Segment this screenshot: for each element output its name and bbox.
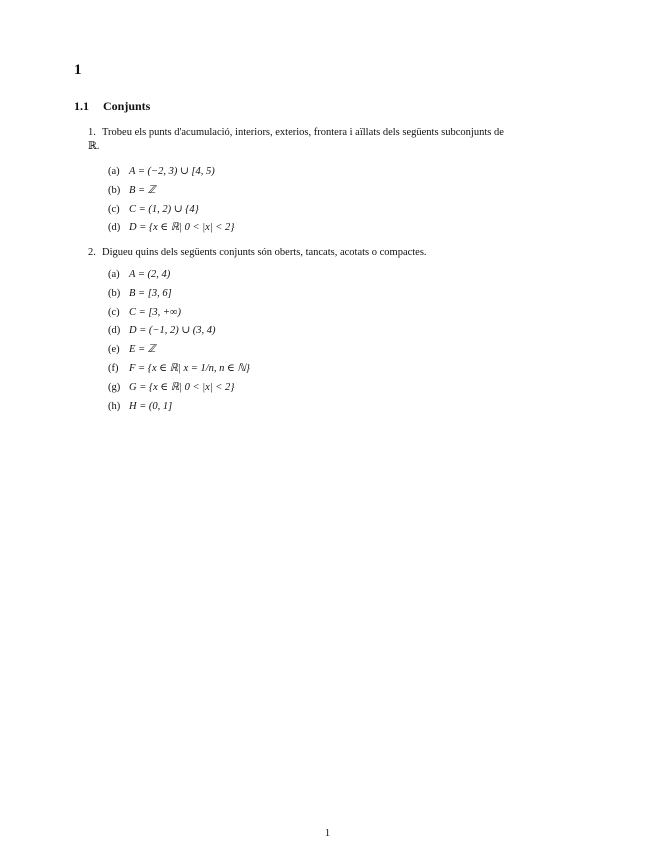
list-item <box>108 360 250 379</box>
problem-2-items <box>108 266 250 416</box>
item-math: E = ℤ <box>129 344 156 356</box>
list-item <box>108 398 250 417</box>
item-label: (g) <box>108 381 121 393</box>
item-math: F = {x ∈ ℝ| x = 1/n, n ∈ ℕ} <box>129 362 251 374</box>
item-label: (f) <box>108 362 119 374</box>
item-math: D = {x ∈ ℝ| 0 < |x| < 2} <box>129 222 235 234</box>
problem-number: 1. <box>88 127 96 138</box>
list-item <box>108 379 250 398</box>
problem-2 <box>88 246 568 260</box>
item-label: (d) <box>108 325 121 337</box>
problem-1 <box>88 126 568 154</box>
problem-text-line-1: Digueu quins dels següents conjunts són oberts, tancats, acotats o compactes. <box>102 247 427 258</box>
section-title: Conjunts <box>103 99 151 113</box>
chapter-number: 1 <box>74 62 82 78</box>
item-label: (a) <box>108 269 120 280</box>
section-heading <box>74 97 150 115</box>
item-math: H = (0, 1] <box>129 400 173 412</box>
list-item <box>108 182 234 201</box>
item-math: B = ℤ <box>129 184 156 196</box>
item-label: (a) <box>108 166 120 177</box>
list-item <box>108 163 234 182</box>
item-label: (e) <box>108 344 120 356</box>
item-label: (b) <box>108 184 121 196</box>
problem-text-line-1: Trobeu els punts d'acumulació, interiors, exterios, frontera i aïllats dels següents subconjunts de <box>102 127 504 138</box>
item-label: (h) <box>108 400 121 412</box>
list-item <box>108 219 234 238</box>
page-number: 1 <box>324 828 331 839</box>
item-math: G = {x ∈ ℝ| 0 < |x| < 2} <box>129 381 235 393</box>
list-item <box>108 201 234 220</box>
item-math: A = (−2, 3) ∪ [4, 5) <box>129 166 215 177</box>
item-label: (b) <box>108 287 121 299</box>
list-item <box>108 266 250 285</box>
list-item <box>108 322 250 341</box>
problem-text-line-2: ℝ. <box>88 141 100 152</box>
item-label: (d) <box>108 222 121 234</box>
item-math: D = (−1, 2) ∪ (3, 4) <box>129 325 216 337</box>
item-math: B = [3, 6] <box>129 287 172 299</box>
section-number: 1.1 <box>74 99 89 113</box>
list-item <box>108 341 250 360</box>
list-item <box>108 304 250 323</box>
item-math: C = (1, 2) ∪ {4} <box>129 203 199 215</box>
item-math: C = [3, +∞) <box>129 306 181 318</box>
item-label: (c) <box>108 306 120 318</box>
item-label: (c) <box>108 203 120 215</box>
problem-1-items <box>108 163 234 238</box>
item-math: A = (2, 4) <box>129 269 171 280</box>
problem-number: 2. <box>88 247 96 258</box>
list-item <box>108 285 250 304</box>
